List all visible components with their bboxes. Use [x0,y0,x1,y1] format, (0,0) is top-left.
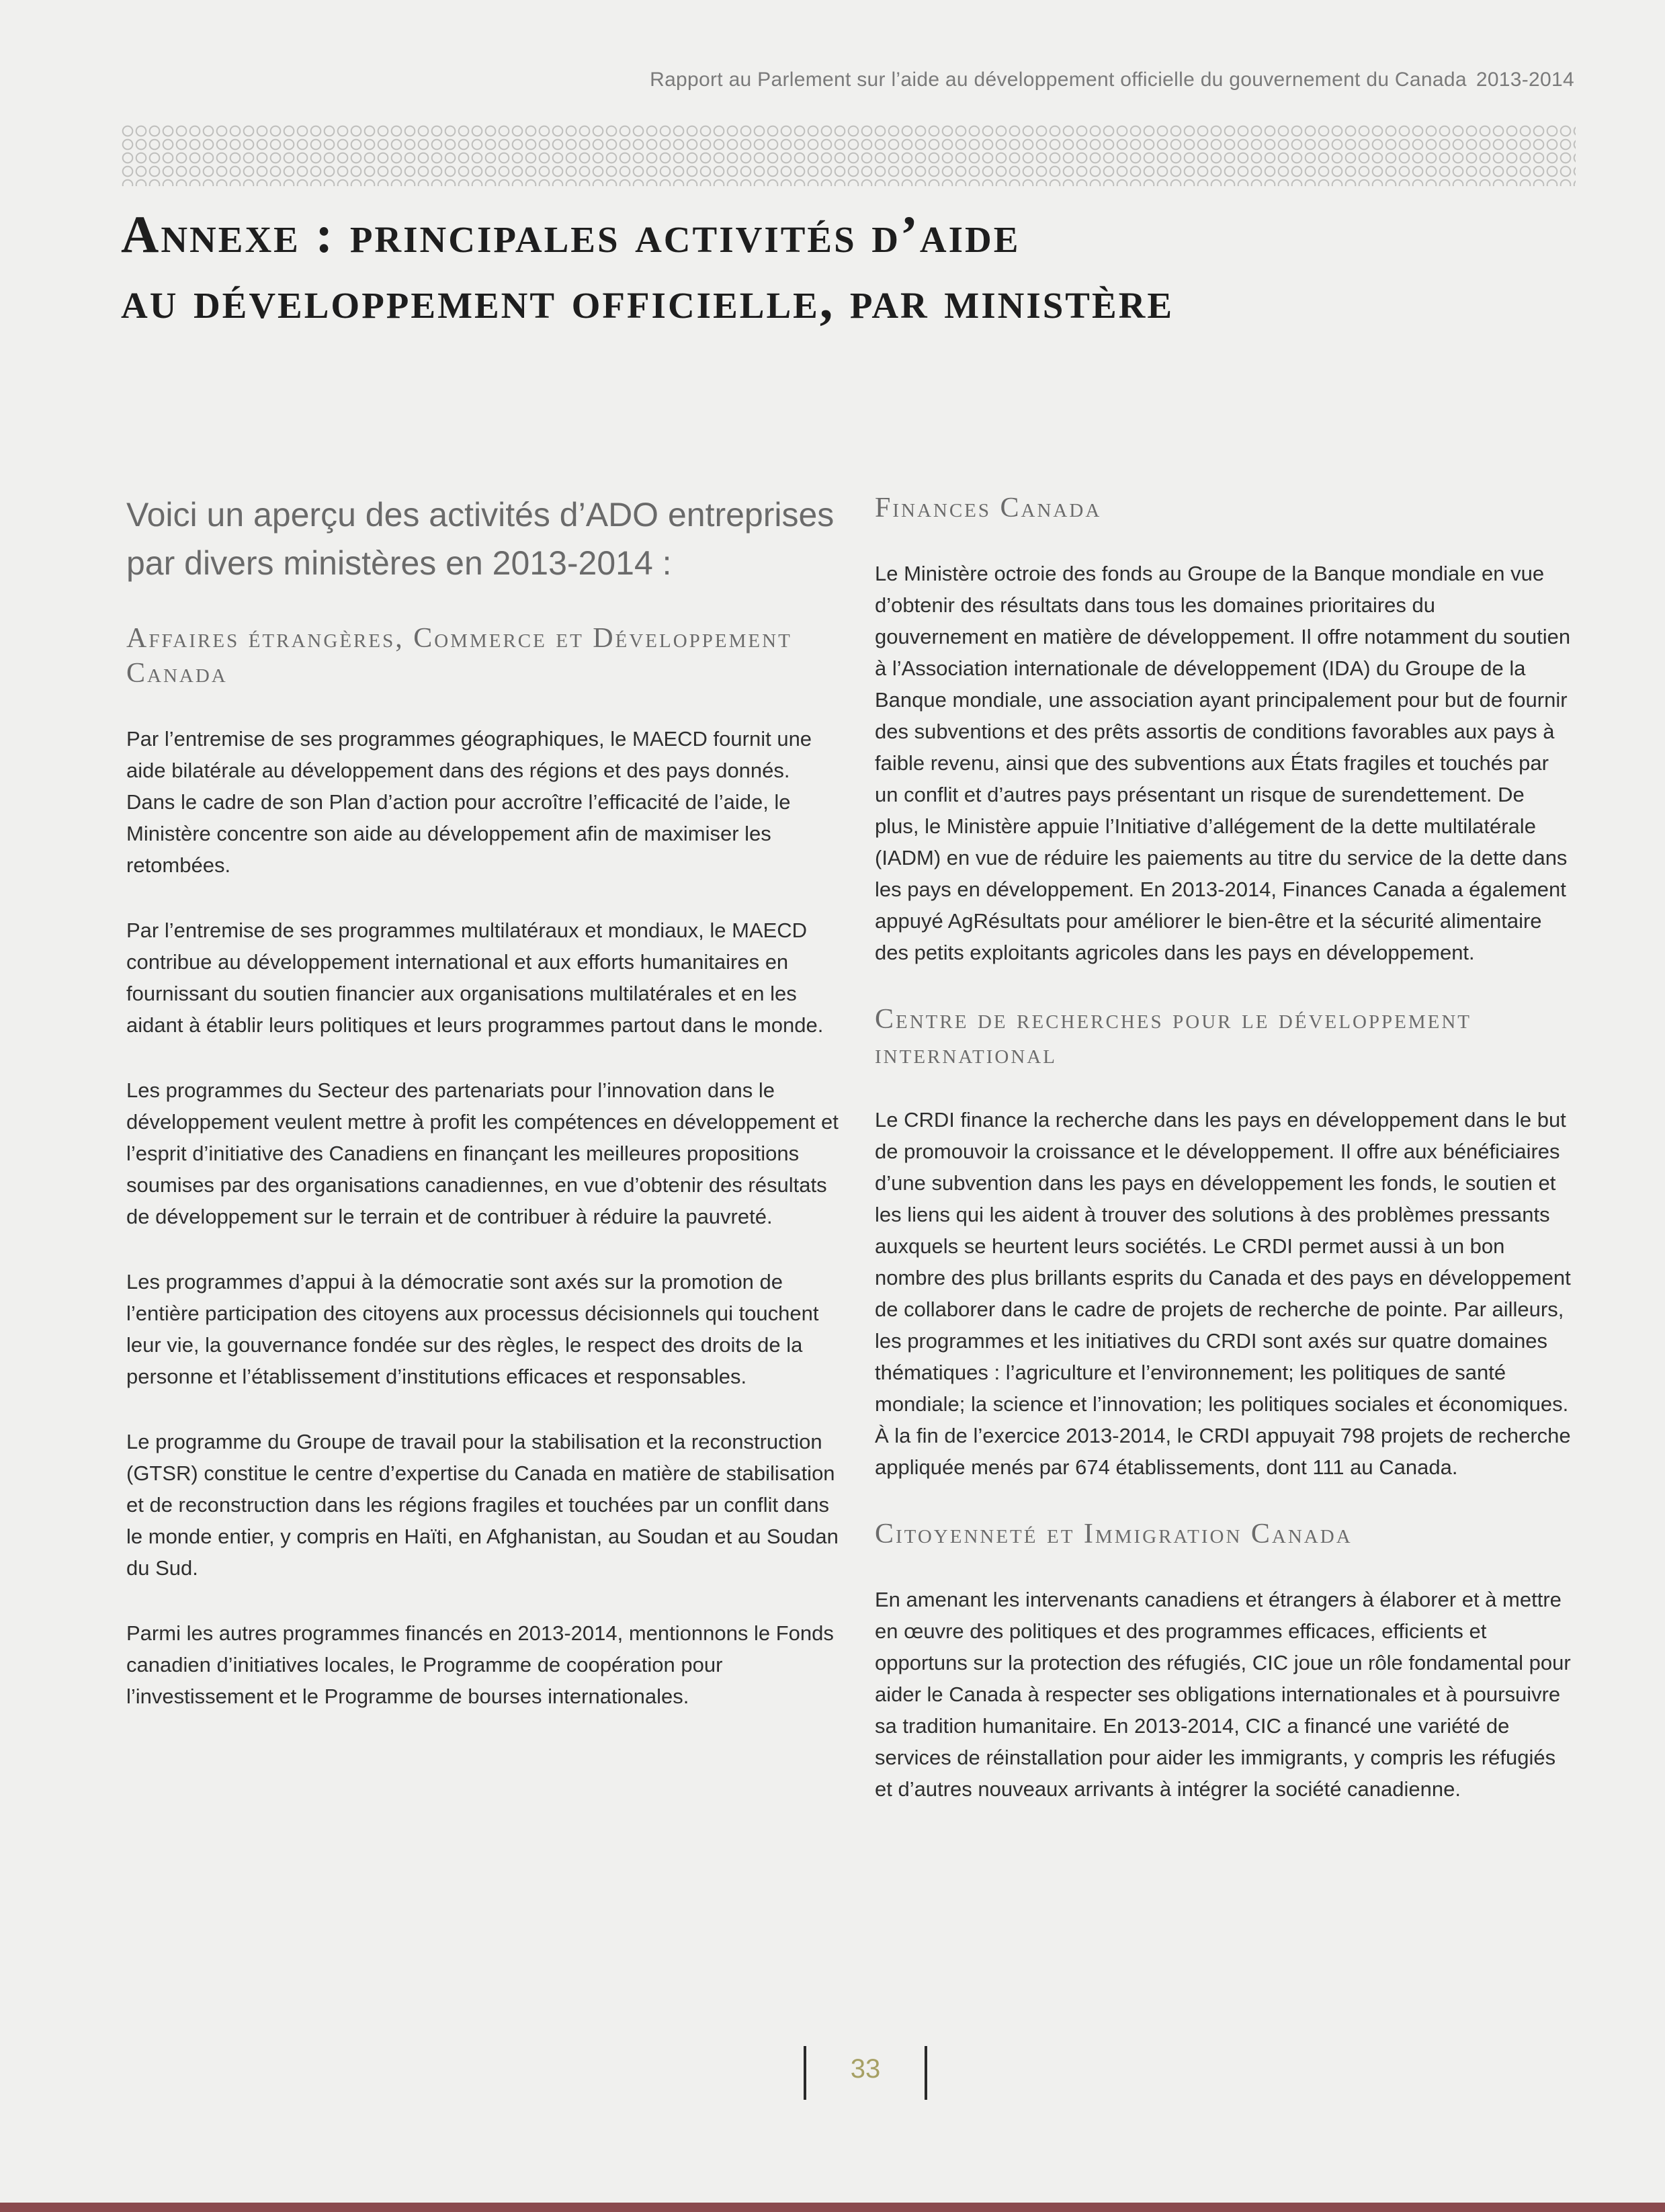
paragraph: Les programmes d’appui à la démocratie sont axés sur la promotion de l’entière participation des citoyens aux processus décisionnels qui touchent leur vie, la gouvernance fondée sur des règles, le respect des droits de la personne et l’établissement d’institutions efficaces et responsables. [126,1270,819,1388]
paragraph: Le CRDI finance la recherche dans les pays en développement dans le but de promouvoir la croissance et le développement. Il offre aux bénéficiaires d’une subvention dans les pays en développement les fonds, le soutien et les liens qui les aident à trouver des solutions à des problèmes pressants auxquels se heurtent leurs sociétés. Le CRDI permet aussi à un bon nombre des plus brillants esprits du Canada et des pays en développement de collaborer dans le cadre de projets de recherche de pointe. Par ailleurs, les programmes et les initiatives du CRDI sont axés sur quatre domaines thématiques : l’agriculture et l’environnement; les politiques de santé mondiale; la science et l’innovation; les politiques sociales et économiques. À la fin de l’exercice 2013-2014, le CRDI appuyait 798 projets de recherche appliquée menés par 674 établissements, dont 111 au Canada. [875,1108,1571,1479]
left-column [126,491,839,1746]
intro-text: Voici un aperçu des activités d’ADO entreprises par divers ministères en 2013-2014 : [126,496,835,582]
section-heading-crdi: Centre de recherches pour le développement international [875,1004,1472,1070]
section-heading-cic: Citoyenneté et Immigration Canada [875,1519,1353,1549]
section-heading-finances: Finances Canada [875,493,1102,523]
running-header-year: 2013-2014 [1476,69,1574,91]
section-heading-maecd: Affaires étrangères, Commerce et Développement Canada [126,623,792,689]
bottom-edge-strip [0,2203,1665,2212]
right-column [875,491,1574,1838]
paragraph: Le programme du Groupe de travail pour la stabilisation et la reconstruction (GTSR) constitue le centre d’expertise du Canada en matière de stabilisation et de reconstruction dans les régions fragiles et touchées par un conflit dans le monde entier, y compris en Haïti, en Afghanistan, au Soudan et au Soudan du Sud. [126,1430,839,1580]
paragraph: Par l’entremise de ses programmes géographiques, le MAECD fournit une aide bilatérale au développement dans des régions et des pays donnés. Dans le cadre de son Plan d’action pour accroître l’efficacité de l’aide, le Ministère concentre son aide au développement afin de maximiser les retombées. [126,727,812,877]
paragraph: Les programmes du Secteur des partenariats pour l’innovation dans le développement veulent mettre à profit les compétences en développement et l’esprit d’initiative des Canadiens en finançant les meilleures propositions soumises par des organisations canadiennes, en vue d’obtenir des résultats de développement sur le terrain et de contribuer à réduire la pauvreté. [126,1078,839,1228]
footer-divider-right [925,2046,927,2100]
running-header-text: Rapport au Parlement sur l’aide au développement officielle du gouvernement du Canada [650,69,1467,91]
page-title-line-1: Annexe : principales activités d’aide [121,205,1021,263]
paragraph: Parmi les autres programmes financés en 2013-2014, mentionnons le Fonds canadien d’initiatives locales, le Programme de coopération pour l’investissement et le Programme de bourses internationales. [126,1621,834,1708]
paragraph: Le Ministère octroie des fonds au Groupe de la Banque mondiale en vue d’obtenir des résultats dans tous les domaines prioritaires du gouvernement en matière de développement. Il offre notamment du soutien à l’Association internationale de développement (IDA) du Groupe de la Banque mondiale, une association ayant principalement pour but de fournir des subventions et des prêts assortis de conditions favorables aux pays à faible revenu, ainsi que des subventions aux États fragiles et touchés par un conflit et d’autres pays présentant un risque de surendettement. De plus, le Ministère appuie l’Initiative d’allégement de la dette multilatérale (IADM) en vue de réduire les paiements au titre du service de la dette dans les pays en développement. En 2013-2014, Finances Canada a également appuyé AgRésultats pour améliorer le bien-être et la sécurité alimentaire des petits exploitants agricoles dans les pays en développement. [875,562,1571,964]
page-title [121,202,1599,333]
page-number: 33 [850,2054,881,2084]
page-footer [0,2046,1665,2100]
decorative-dot-pattern [121,124,1576,186]
paragraph: Par l’entremise de ses programmes multilatéraux et mondiaux, le MAECD contribue au développement international et aux efforts humanitaires en fournissant du soutien financier aux organisations multilatérales et en les aidant à établir leurs politiques et leurs programmes partout dans le monde. [126,919,824,1037]
running-header [650,69,1574,91]
paragraph: En amenant les intervenants canadiens et étrangers à élaborer et à mettre en œuvre des politiques et des programmes efficaces, efficients et opportuns sur la protection des réfugiés, CIC joue un rôle fondamental pour aider le Canada à respecter ses obligations internationales et à poursuivre sa tradition humanitaire. En 2013-2014, CIC a financé une variété de services de réinstallation pour aider les immigrants, y compris les réfugiés et d’autres nouveaux arrivants à intégrer la société canadienne. [875,1588,1571,1801]
page-title-line-2: au développement officielle, par ministère [121,271,1175,329]
